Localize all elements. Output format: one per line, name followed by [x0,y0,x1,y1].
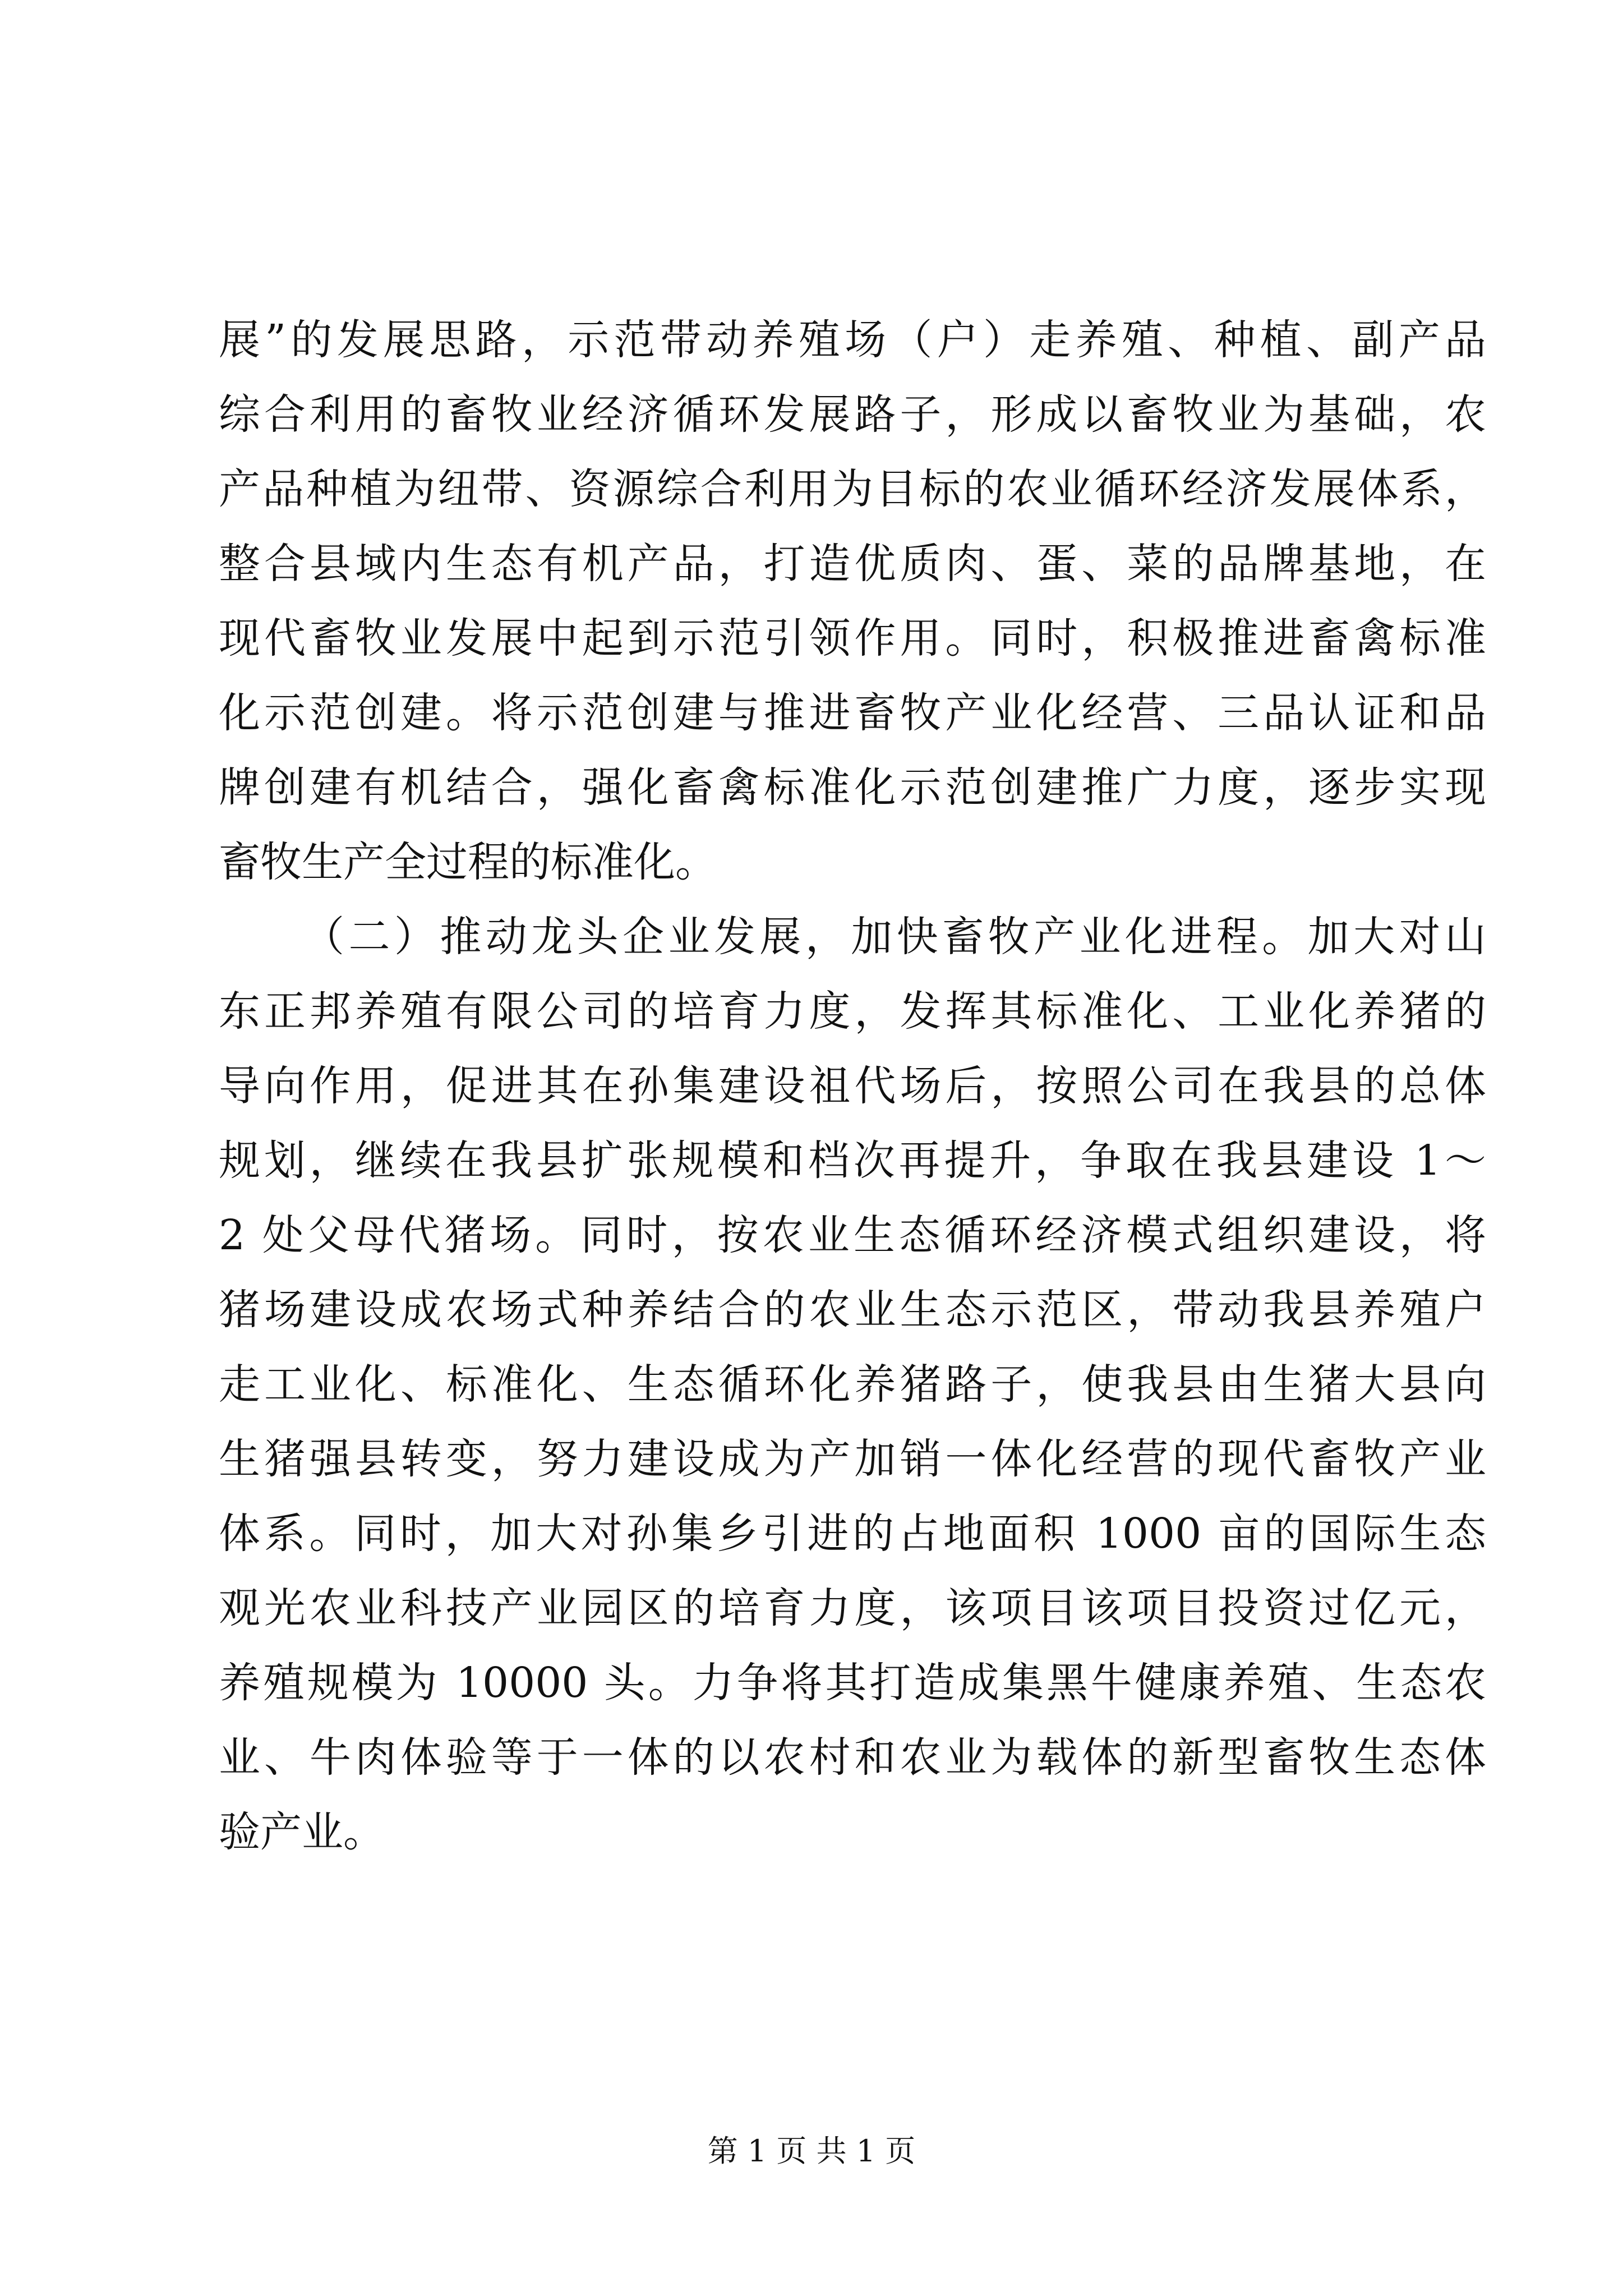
text-line: 养殖规模为 10000 头。力争将其打造成集黑牛健康养殖、生态农 [219,1659,1486,1707]
page-footer: 第 1 页 共 1 页 [707,2133,916,2169]
text-line: 2 处父母代猪场。同时，按农业生态循环经济模式组织建设，将 [219,1211,1486,1259]
text-line: 整合县域内生态有机产品，打造优质肉、蛋、菜的品牌基地，在 [219,540,1486,588]
text-line: 猪场建设成农场式种养结合的农业生态示范区，带动我县养殖户 [219,1286,1486,1334]
text-line: 产品种植为纽带、资源综合利用为目标的农业循环经济发展体系， [219,465,1486,513]
document-body [219,303,1486,1870]
text-line: 化示范创建。将示范创建与推进畜牧产业化经营、三品认证和品 [219,689,1486,737]
text-line: （二）推动龙头企业发展，加快畜牧产业化进程。加大对山 [303,913,1486,961]
text-line: 生猪强县转变，努力建设成为产加销一体化经营的现代畜牧产业 [219,1435,1486,1483]
text-line: 体系。同时，加大对孙集乡引进的占地面积 1000 亩的国际生态 [219,1510,1486,1558]
text-line: 验产业。 [219,1808,385,1856]
text-line: 畜牧生产全过程的标准化。 [219,838,717,886]
text-line: 展”的发展思路，示范带动养殖场（户）走养殖、种植、副产品 [219,316,1486,364]
text-line: 综合利用的畜牧业经济循环发展路子，形成以畜牧业为基础，农 [219,390,1486,439]
text-line: 东正邦养殖有限公司的培育力度，发挥其标准化、工业化养猪的 [219,987,1486,1036]
text-line: 业、牛肉体验等于一体的以农村和农业为载体的新型畜牧生态体 [219,1733,1486,1782]
paragraph-1 [219,303,1486,900]
text-line: 走工业化、标准化、生态循环化养猪路子，使我县由生猪大县向 [219,1360,1486,1409]
text-line: 现代畜牧业发展中起到示范引领作用。同时，积极推进畜禽标准 [219,614,1486,662]
paragraph-2 [219,900,1486,1870]
text-line: 牌创建有机结合，强化畜禽标准化示范创建推广力度，逐步实现 [219,763,1486,812]
text-line: 规划，继续在我县扩张规模和档次再提升，争取在我县建设 1～ [219,1137,1486,1185]
text-line: 导向作用，促进其在孙集建设祖代场后，按照公司在我县的总体 [219,1062,1486,1110]
text-line: 观光农业科技产业园区的培育力度，该项目该项目投资过亿元， [219,1584,1486,1632]
